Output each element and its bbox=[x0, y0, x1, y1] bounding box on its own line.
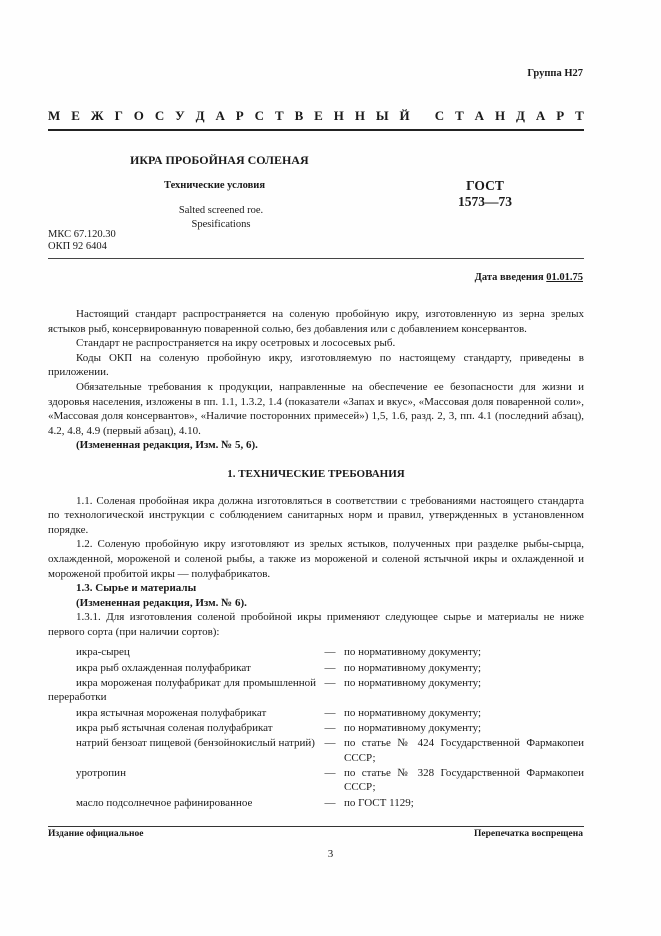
classification-codes bbox=[48, 229, 116, 253]
okp-code: ОКП 92 6404 bbox=[48, 241, 107, 252]
document-subtitle: Технические условия bbox=[164, 180, 266, 191]
banner-letter: Т bbox=[274, 108, 284, 123]
banner-letter: Й bbox=[399, 108, 410, 123]
banner-letter: С bbox=[254, 108, 265, 123]
banner-letter: С bbox=[434, 108, 445, 123]
material-document: по нормативному документу; bbox=[344, 706, 482, 719]
material-row bbox=[48, 736, 584, 765]
english-title-line-1: Salted screened roe. bbox=[178, 205, 264, 216]
material-document: по статье № 328 Государственной Фармакопеи СССР; bbox=[344, 766, 584, 794]
banner-letter: Е bbox=[71, 108, 80, 123]
banner-letter: Р bbox=[235, 108, 244, 123]
date-label: Дата введения bbox=[474, 272, 544, 283]
banner-letter: А bbox=[215, 108, 225, 123]
banner-letter: Н bbox=[333, 108, 344, 123]
material-name: уротропин bbox=[76, 766, 126, 779]
banner-letter: Т bbox=[575, 108, 584, 123]
banner-letter: В bbox=[294, 108, 304, 123]
intro-paragraph-4: Обязательные требования к продукции, направленные на обеспечение ее безопасности для жизни и здоровья населения, изложены в пп. 1.1, 1.3.2, 1.4 (показатели «Запах и вкус», «Массовая доля поваренной соли», «Массовая доля консервантов», «Наличие посторонних примесей») 1,5, 1.6, разд. 2, 3, пп. 4.1 (последний абзац), 4.2, 4.8, 4.9 (первый абзац), 4.10. bbox=[48, 380, 584, 437]
material-row bbox=[48, 796, 584, 811]
material-name: икра мороженая полуфабрикат для промышленной переработки bbox=[48, 676, 316, 704]
material-dash: — bbox=[324, 646, 336, 659]
material-row bbox=[48, 766, 584, 795]
banner-letter: Д bbox=[516, 108, 525, 123]
clause-1-3-revision: (Измененная редакция, Изм. № 6). bbox=[76, 596, 247, 609]
material-document: по ГОСТ 1129; bbox=[344, 796, 414, 809]
footer-rule bbox=[48, 826, 584, 827]
material-dash: — bbox=[324, 706, 336, 719]
date-of-introduction bbox=[475, 272, 583, 283]
reprint-prohibited-note: Перепечатка воспрещена bbox=[473, 829, 583, 839]
banner-letter: О bbox=[133, 108, 144, 123]
material-document: по нормативному документу; bbox=[344, 646, 482, 659]
banner-letter: Е bbox=[314, 108, 323, 123]
materials-list bbox=[48, 645, 584, 810]
intro-paragraph-2: Стандарт не распространяется на икру осетровых и лососевых рыб. bbox=[76, 337, 396, 350]
clause-1-2: 1.2. Соленую пробойную икру изготовляют из зрелых ястыков, полученных при разделке рыбы-сырца, охлажденной, мороженой и соленой рыбы, а также из мороженой и соленой ястычной икры и охлажденной и мороженой пробитой икры — полуфабрикатов. bbox=[48, 538, 584, 580]
material-document: по нормативному документу; bbox=[344, 676, 482, 689]
intro-revision-note: (Измененная редакция, Изм. № 5, 6). bbox=[76, 439, 258, 452]
intro-paragraph-1: Настоящий стандарт распространяется на соленую пробойную икру, изготовленную из зерна зрелых ястыков рыб, консервированную поваренной солью, без добавления или с добавлением консервантов. bbox=[48, 308, 584, 335]
material-row bbox=[48, 721, 584, 736]
material-dash: — bbox=[324, 676, 336, 689]
gost-number bbox=[456, 178, 514, 210]
material-name: натрий бензоат пищевой (бензойнокислый натрий) bbox=[76, 737, 315, 749]
banner-letter: М bbox=[48, 108, 61, 123]
material-dash: — bbox=[324, 661, 336, 674]
banner-letter: Г bbox=[114, 108, 123, 123]
material-row bbox=[48, 676, 584, 705]
banner-gap bbox=[421, 108, 424, 124]
group-label: Группа Н27 bbox=[527, 68, 583, 79]
section-heading: 1. ТЕХНИЧЕСКИЕ ТРЕБОВАНИЯ bbox=[227, 467, 405, 480]
material-row bbox=[48, 706, 584, 721]
title-rule bbox=[48, 258, 584, 259]
intro-paragraph-3: Коды ОКП на соленую пробойную икру, изготовляемую по настоящему стандарту, приведены в приложении. bbox=[48, 351, 584, 379]
material-dash: — bbox=[324, 721, 336, 734]
banner-letter: Д bbox=[195, 108, 205, 123]
page-number: 3 bbox=[327, 848, 334, 860]
banner-letter: Р bbox=[556, 108, 565, 123]
clause-1-3-heading: 1.3. Сырье и материалы bbox=[76, 582, 197, 595]
banner-letter: Т bbox=[455, 108, 464, 123]
date-value: 01.01.75 bbox=[546, 272, 583, 283]
header-rule bbox=[48, 129, 584, 131]
official-edition-note: Издание официальное bbox=[48, 829, 144, 839]
material-document: по статье № 424 Государственной Фармакопеи СССР; bbox=[344, 737, 584, 764]
material-dash: — bbox=[324, 766, 336, 779]
banner-letter: С bbox=[154, 108, 165, 123]
material-name: масло подсолнечное рафинированное bbox=[76, 796, 253, 809]
gost-code: 1573—73 bbox=[458, 194, 512, 209]
clause-1-3-1: 1.3.1. Для изготовления соленой пробойной икры применяют следующее сырье и материалы не ниже первого сорта (при наличии сортов): bbox=[48, 611, 584, 638]
material-dash: — bbox=[324, 796, 336, 809]
mks-code: МКС 67.120.30 bbox=[48, 229, 116, 240]
gost-label: ГОСТ bbox=[466, 178, 504, 193]
material-name: икра рыб ястычная соленая полуфабрикат bbox=[76, 721, 273, 734]
banner-letter: А bbox=[474, 108, 485, 123]
banner-letter: Ж bbox=[90, 108, 104, 123]
material-name: икра ястычная мороженая полуфабрикат bbox=[76, 706, 267, 719]
document-title: ИКРА ПРОБОЙНАЯ СОЛЕНАЯ bbox=[130, 153, 309, 167]
banner-letter: У bbox=[175, 108, 185, 123]
material-dash: — bbox=[324, 737, 336, 749]
material-document: по нормативному документу; bbox=[344, 721, 482, 734]
material-document: по нормативному документу; bbox=[344, 661, 482, 674]
material-name: икра-сырец bbox=[76, 646, 130, 659]
banner-letter: Н bbox=[494, 108, 506, 123]
material-name: икра рыб охлажденная полуфабрикат bbox=[76, 661, 251, 674]
banner-letter: А bbox=[535, 108, 546, 123]
standard-banner bbox=[48, 108, 584, 124]
clause-1-1: 1.1. Соленая пробойная икра должна изготовляться в соответствии с требованиями настоящего стандарта по технологической инструкции с соблюдением санитарных норм и правил, утвержденных в установленном порядке. bbox=[48, 494, 584, 536]
material-row bbox=[48, 661, 584, 676]
english-title-line-2: Spesifications bbox=[191, 219, 251, 230]
banner-letter: Ы bbox=[375, 108, 389, 123]
document-body bbox=[48, 307, 584, 811]
material-row bbox=[48, 645, 584, 660]
english-title bbox=[176, 204, 266, 232]
banner-letter: Н bbox=[354, 108, 365, 123]
